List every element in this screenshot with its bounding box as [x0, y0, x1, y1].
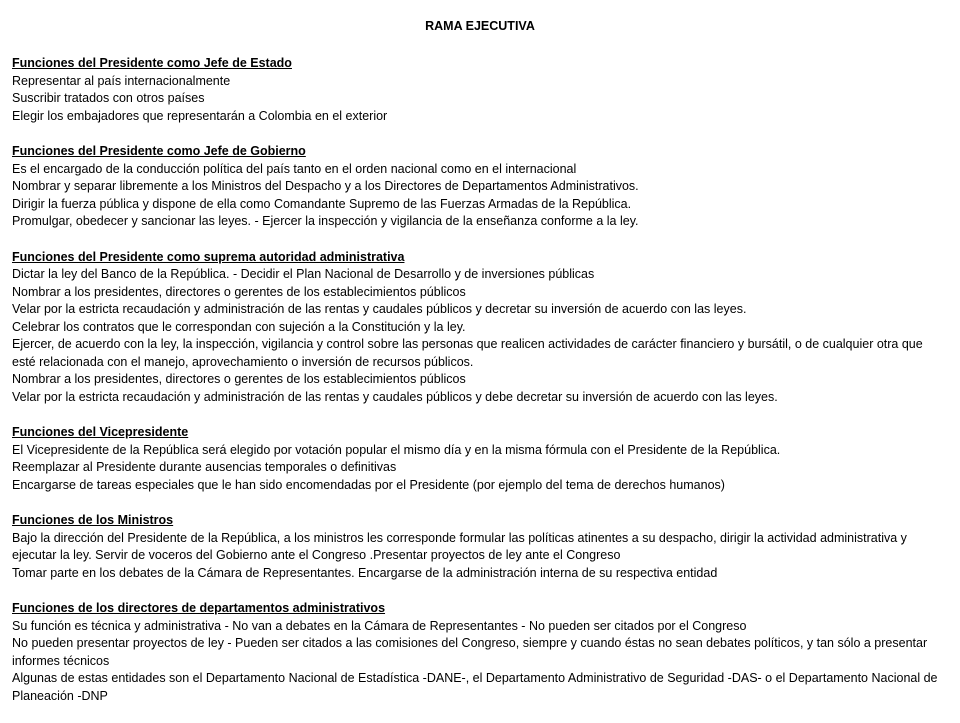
section-line: Celebrar los contratos que le correspondan con sujeción a la Constitución y la ley.	[12, 319, 466, 334]
section-line: Bajo la dirección del Presidente de la República, a los ministros les corresponde formular las políticas atinentes a su despacho, dirigir la actividad administrativa y ejecutar la ley. Servir de voceros del Gobierno ante el Congreso .Presentar proyectos de ley ante el Congreso	[12, 530, 907, 562]
section-line: Velar por la estricta recaudación y administración de las rentas y caudales públicos y debe decretar su inversión de acuerdo con las leyes.	[12, 389, 778, 404]
section-vicepresidente	[12, 424, 948, 494]
section-line: No pueden presentar proyectos de ley - Pueden ser citados a las comisiones del Congreso, siempre y cuando éstas no sean debates políticos, y tan sólo a presentar informes técnicos	[12, 636, 928, 668]
section-heading: Funciones de los directores de departamentos administrativos	[12, 601, 386, 615]
section-line: Nombrar a los presidentes, directores o gerentes de los establecimientos públicos	[12, 372, 466, 386]
section-line: Nombrar y separar libremente a los Ministros del Despacho y a los Directores de Departamentos Administrativos.	[12, 179, 639, 193]
section-directores-departamentos	[12, 600, 948, 705]
section-line: Tomar parte en los debates de la Cámara de Representantes. Encargarse de la administración interna de su respectiva entidad	[12, 565, 718, 580]
section-line: Promulgar, obedecer y sancionar las leyes. - Ejercer la inspección y vigilancia de la enseñanza conforme a la ley.	[12, 214, 639, 228]
section-heading: Funciones del Presidente como Jefe de Estado	[12, 56, 292, 70]
section-heading: Funciones de los Ministros	[12, 513, 174, 527]
section-presidente-autoridad-administrativa	[12, 249, 948, 407]
section-line: Dictar la ley del Banco de la República. - Decidir el Plan Nacional de Desarrollo y de inversiones públicas	[12, 267, 595, 281]
section-line: Encargarse de tareas especiales que le han sido encomendadas por el Presidente (por ejemplo del tema de derechos humanos)	[12, 477, 725, 492]
section-line: Es el encargado de la conducción política del país tanto en el orden nacional como en el internacional	[12, 161, 577, 176]
section-ministros	[12, 512, 948, 582]
document-page	[12, 18, 948, 723]
section-line: Algunas de estas entidades son el Departamento Nacional de Estadística -DANE-, el Departamento Administrativo de Seguridad -DAS- o el Departamento Nacional de Planeación -DNP	[12, 671, 938, 703]
section-line: Dirigir la fuerza pública y dispone de ella como Comandante Supremo de las Fuerzas Armadas de la República.	[12, 196, 632, 211]
section-presidente-jefe-de-gobierno	[12, 143, 948, 231]
section-line: Representar al país internacionalmente	[12, 73, 231, 88]
document-title: RAMA EJECUTIVA	[425, 19, 535, 33]
section-line: Nombrar a los presidentes, directores o gerentes de los establecimientos públicos	[12, 284, 466, 299]
section-line: Reemplazar al Presidente durante ausencias temporales o definitivas	[12, 460, 397, 474]
section-line: Suscribir tratados con otros países	[12, 91, 205, 105]
section-line: El Vicepresidente de la República será elegido por votación popular el mismo día y en la misma fórmula con el Presidente de la República.	[12, 442, 781, 457]
section-heading: Funciones del Presidente como suprema autoridad administrativa	[12, 249, 405, 264]
section-line: Su función es técnica y administrativa - No van a debates en la Cámara de Representantes - No pueden ser citados por el Congreso	[12, 618, 747, 633]
section-heading: Funciones del Presidente como Jefe de Gobierno	[12, 144, 306, 158]
section-line: Elegir los embajadores que representarán a Colombia en el exterior	[12, 108, 388, 123]
section-line: Ejercer, de acuerdo con la ley, la inspección, vigilancia y control sobre las personas que realicen actividades de carácter financiero y bursátil, o de cualquier otra que esté relacionada con el manejo, aprovechamiento o inversión de recursos públicos.	[12, 337, 923, 369]
section-line: Velar por la estricta recaudación y administración de las rentas y caudales públicos y decretar su inversión de acuerdo con las leyes.	[12, 302, 747, 316]
section-presidente-jefe-de-estado	[12, 55, 948, 125]
section-heading: Funciones del Vicepresidente	[12, 425, 189, 439]
